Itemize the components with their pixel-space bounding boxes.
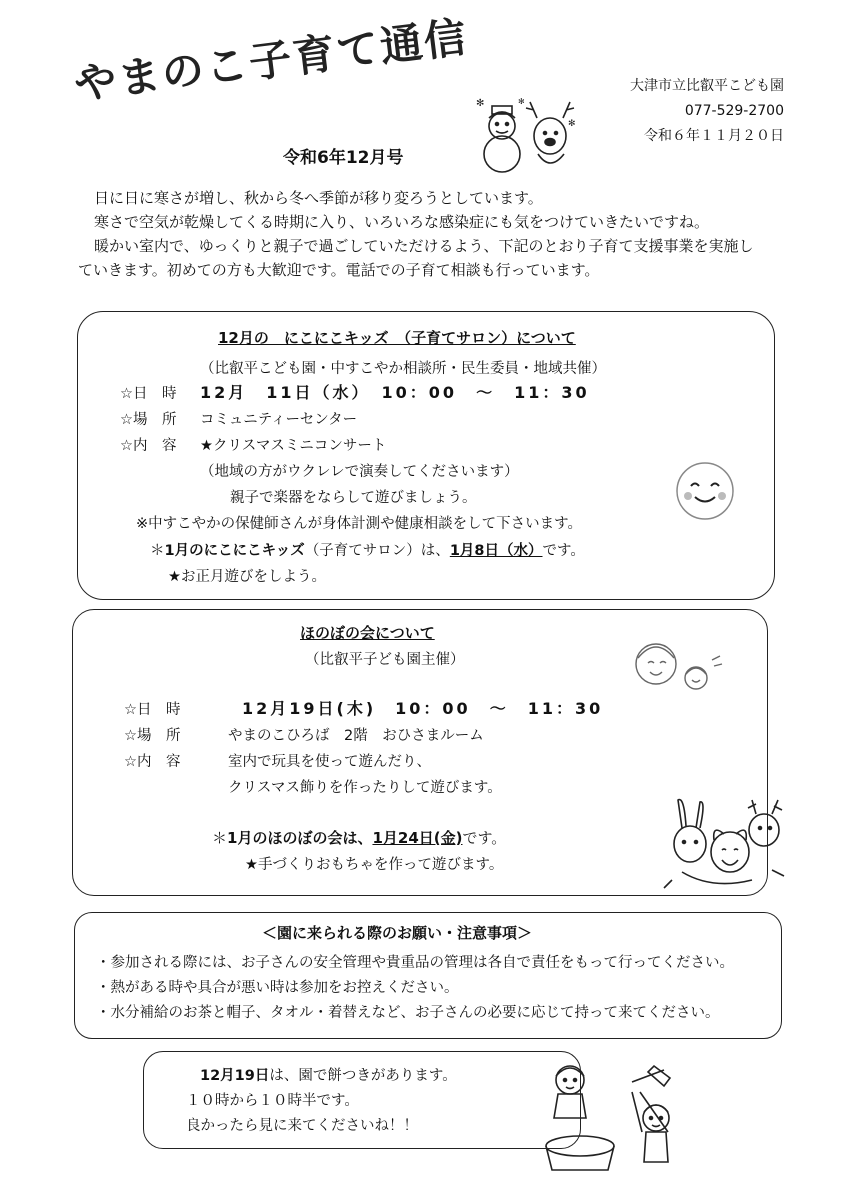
salon-place-label: ☆場 所 <box>120 412 177 428</box>
honobono-next-name: 1月のほのぼの会は、 <box>227 829 373 847</box>
mochi-line1 <box>200 1064 457 1085</box>
honobono-place-label: ☆場 所 <box>124 728 181 744</box>
org-name: 大津市立比叡平こども園 <box>630 78 784 94</box>
issue-label: 令和6年12月号 <box>283 148 404 168</box>
salon-content-label: ☆内 容 <box>120 438 177 454</box>
svg-text:✻: ✻ <box>568 119 576 129</box>
notice-item: ・水分補給のお茶と帽子、タオル・着替えなど、お子さんの必要に応じて持って来てください。 <box>96 1005 720 1021</box>
salon-heading: 12月の にこにこキッズ （子育てサロン）について <box>218 329 576 347</box>
mochi-line1-rest: は、園で餅つきがあります。 <box>269 1068 457 1084</box>
salon-note: ※中すこやかの保健師さんが身体計測や健康相談をして下さいます。 <box>136 516 582 532</box>
salon-place-value: コミュニティーセンター <box>200 412 358 428</box>
parent-child-illustration <box>628 630 728 702</box>
mochi-line2: １０時から１０時半です。 <box>186 1093 359 1109</box>
salon-next-date: 1月8日（水） <box>449 543 543 559</box>
honobono-next-date: 1月24日(金) <box>372 829 463 847</box>
intro-line: 寒さで空気が乾燥してくる時期に入り、いろいろな感染症にも気をつけていきたいですね。 <box>94 213 710 231</box>
issue-date: 令和６年１１月２０日 <box>644 128 784 144</box>
honobono-date-label: ☆日 時 <box>124 702 181 718</box>
honobono-next <box>212 827 506 848</box>
animals-illustration <box>652 790 792 900</box>
salon-next-suffix: です。 <box>542 543 585 559</box>
honobono-next-note: ★手づくりおもちゃを作って遊びます。 <box>245 857 504 873</box>
salon-date-value: 12月 11日（水） 10：00 ～ 11：30 <box>200 383 590 402</box>
salon-next-mid: （子育てサロン）は、 <box>304 543 450 559</box>
intro-line: ていきます。初めての方も大歓迎です。電話での子育て相談も行っています。 <box>78 261 600 279</box>
honobono-content-label: ☆内 容 <box>124 754 181 770</box>
honobono-date-value: 12月19日(木) 10：00 ～ 11：30 <box>242 699 604 718</box>
mochi-line3: 良かったら見に来てくださいね！！ <box>186 1118 418 1134</box>
notice-item: ・参加される際には、お子さんの安全管理や貴重品の管理は各自で責任をもって行ってください。 <box>96 955 734 971</box>
snowman-reindeer-illustration <box>472 96 582 176</box>
honobono-sponsor: （比叡平子ども園主催） <box>305 652 465 668</box>
honobono-content-value: 室内で玩具を使って遊んだり、 <box>228 754 431 770</box>
honobono-next-suffix: です。 <box>462 829 507 847</box>
salon-content-value: ★クリスマスミニコンサート <box>200 438 387 454</box>
salon-content-line2: （地域の方がウクレレで演奏してくださいます） <box>200 464 519 480</box>
salon-content-line3: 親子で楽器をならして遊びましょう。 <box>230 490 477 506</box>
org-info <box>630 74 784 149</box>
mochi-date: 12月19日 <box>200 1068 270 1084</box>
honobono-heading: ほのぼの会について <box>300 624 435 642</box>
intro-text <box>78 186 798 282</box>
newsletter-title: やまのこ子育て通信 <box>71 12 471 110</box>
svg-text:✻: ✻ <box>476 98 485 109</box>
salon-next <box>150 539 585 560</box>
notice-heading: ＜園に来られる際のお願い・注意事項＞ <box>262 924 533 942</box>
honobono-place-value: やまのこひろば 2階 おひさまルーム <box>228 728 484 744</box>
intro-line: 暖かい室内で、ゆっくりと親子で過ごしていただけるよう、下記のとおり子育て支援事業を実施し <box>94 237 754 255</box>
org-phone: 077-529-2700 <box>684 103 784 119</box>
salon-date-label: ☆日 時 <box>120 386 177 402</box>
salon-sponsors: （比叡平こども園・中すこやか相談所・民生委員・地域共催） <box>200 361 606 377</box>
svg-text:✻: ✻ <box>518 97 525 106</box>
smiley-face-icon <box>674 460 736 522</box>
mochi-pounding-illustration <box>536 1062 696 1174</box>
salon-next-note: ★お正月遊びをしよう。 <box>168 569 326 585</box>
intro-line: 日に日に寒さが増し、秋から冬へ季節が移り変ろうとしています。 <box>94 189 543 207</box>
honobono-content-line2: クリスマス飾りを作ったりして遊びます。 <box>228 780 502 796</box>
salon-next-prefix: ＊ <box>150 543 165 559</box>
notice-item: ・熱がある時や具合が悪い時は参加をお控えください。 <box>96 980 459 996</box>
salon-next-name: 1月のにこにこキッズ <box>164 543 305 559</box>
honobono-next-prefix: ＊ <box>212 829 228 847</box>
